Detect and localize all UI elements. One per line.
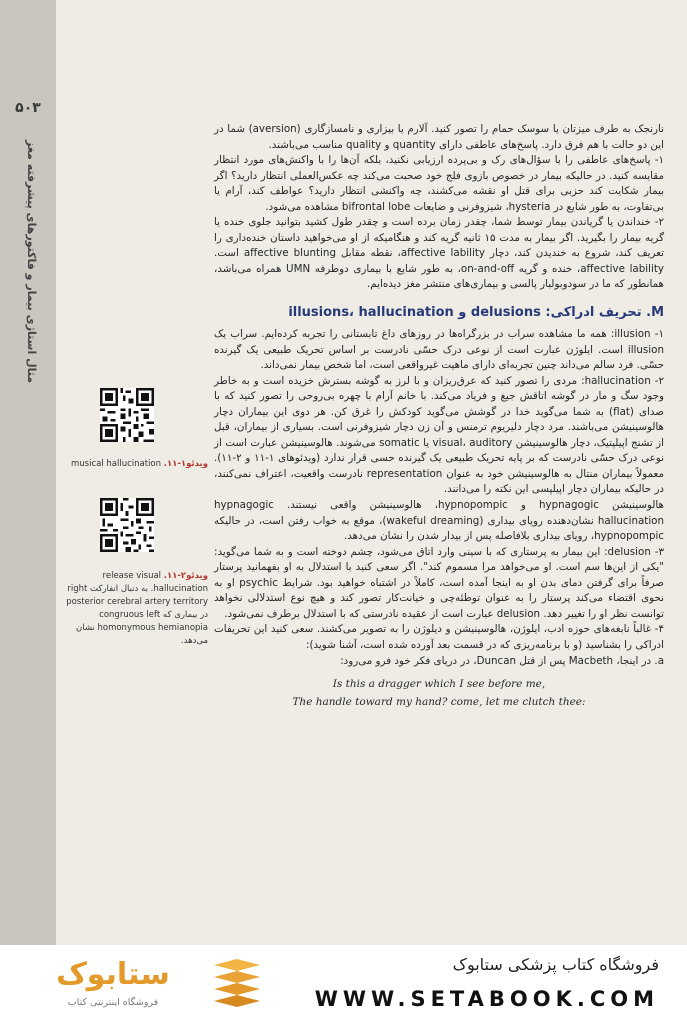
paragraph: نارنجک به طرف میزتان یا سوسک حمام را تصور کنید. آلارم یا بیزاری و نامسازگاری (aversion) شما در این دو حالت با هم فرق دارد. پاسخ‌های عاطفی دارای quantity و quality مناسب می‌باشند. [214, 123, 664, 151]
caption-label: ویدئو۲-۱۱. [163, 571, 208, 581]
logo-wordmark: ستابوک [56, 957, 170, 992]
caption-label: ویدئو۱-۱۱. [163, 459, 208, 469]
paragraph: ۱- illusion: همه ما مشاهده سراب در بزرگراه‌ها در روزهای داغ تابستانی را تجربه کرده‌ایم. سراب یک illusion است. ایلوژن عبارت است از نوعی درک حسّی نادرست بر اساس تحریک طبیعی یک گیرنده حسّی. فرد سالم می‌داند چنین تجربه‌ای دارای ماهیت غیرواقعی است، اما شخص بیمار نمی‌داند. [214, 328, 664, 372]
paragraph: a. در اینجا، Macbeth پس از قتل Duncan، در دریای فکر خود فرو می‌رود: [340, 654, 664, 667]
paragraph: هالوسینیشن hypnagogic و hypnopompic، هالوسینیشن واقعی نیستند. hypnagogic hallucination نشان‌دهنده رویای بیداری (wakeful dreaming)، موقع به خواب رفتن است، در حالیکه hypnopompic، رویای بیداری بلافاصله پس از بیدار شدن را نشان می‌دهد. [214, 499, 665, 543]
qr-caption-2 [60, 570, 208, 648]
body-text [214, 122, 664, 711]
store-logo[interactable] [28, 955, 268, 1015]
paragraph: ۳- delusion: این بیمار به پرستاری که با سینی وارد اتاق می‌شود، چشم دوخته است و به شما می‌گوید: "یکی از این‌ها سم است. او می‌خواهد مرا مسموم کند". اگر سعی کنید با استدلال به او بفهمانید پرستار صرفاً برای گرفتن دمای بدن او به اینجا آمده است، کاملاً در اشتباه خواهید بود. شرایط psychic او به نحوی اقتضاء می‌کند پرستار را به عنوان توطئه‌چی و خیانت‌کار تصور کند و هیچ نوع استدلالی نخواهد توانست نظر او را تغییر دهد. delusion عبارت است از عقیده نادرستی که با استدلال برطرف نمی‌شود. [214, 545, 664, 620]
caption-text: musical hallucination [71, 459, 164, 469]
page-number: ۵۰۳ [15, 100, 41, 116]
section-heading: M. تحریف ادراکی: delusions و illusions، hallucination [288, 305, 664, 321]
poem-line: The handle toward my hand? come, let me clutch thee: [292, 696, 586, 709]
paragraph: ۴- غالباً نابغه‌های حوزه ادب، ایلوژن، هالوسینیشن و دیلوژن را به تصویر می‌کشند. سعی کنید این تحریفات ادراکی را بشناسید (و با برنامه‌ریزی که در قسمت بعد آورده شده است، آشنا شوید): [214, 623, 664, 651]
logo-subtitle: فروشگاه اینترنتی کتاب [67, 997, 159, 1008]
qr-code-icon[interactable] [100, 498, 154, 552]
paragraph: ۲- خنداندن یا گریاندن بیمار توسط شما، چقدر زمان برده است و چقدر طول کشید بتوانید جلوی خنده یا گریه بیمار را بگیرید. اگر بیمار به مدت ۱۵ ثانیه گریه کند و هنگامیکه از او می‌خواهید داستان خنده‌داری را تعریف کند، شروع به خندیدن کند، دچار affective lability، نقطه مقابل affective blunting است. affective lability، خنده و گریه on-and-off، به طور شایع با بیماری دوطرفه UMN همراه می‌باشد، همانطور که ما در سودوبولبار پالسی و بیماری‌های منتشر مغز دیده‌ایم. [214, 216, 665, 291]
poem-line: Is this a dragger which I see before me, [332, 678, 546, 691]
store-name: فروشگاه کتاب پزشکی ستابوک [452, 955, 659, 974]
paragraph: ۱- پاسخ‌های عاطفی را با سؤال‌های رک و بی‌پرده ارزیابی نکنید، بلکه آن‌ها را با واکنش‌های مورد انتظار مقایسه کنید. در حالیکه بیمار در خصوص بازوی فلج خود صحبت می‌کند چه عکس‌العملی انتظار دارید؟ اگر بیمار شکایت کند حزبی برای قتل او نقشه می‌کشند، چه واکنشی انتظار دارید؟ عواطف کند، آرام یا بی‌تفاوت، به طور شایع در hysteria، شیزوفرنی و ضایعات bifrontal lobe مشاهده می‌شود. [214, 154, 664, 213]
running-title: مثال استاژی بیمار و فاکتورهای پیشرفته مغز [25, 140, 38, 384]
qr-caption-1 [60, 458, 208, 471]
store-footer [0, 945, 687, 1024]
book-stack-icon [208, 955, 266, 1013]
side-strip [0, 0, 56, 945]
store-url-link[interactable]: WWW.SETABOOK.COM [314, 987, 659, 1011]
paragraph: ۲- hallucination: مردی را تصور کنید که عرق‌ریزان و با لرز به گوشه بسترش خزیده است و به خاطر وجود سگ و مار در گوشه اتاقش جیغ و فریاد می‌کند. با خانم آرام با چهره بی‌روحی را تصور کنید که با صدای (flat) به شما می‌گوید خدا در گوشش می‌گوید کودکش را غرق کن. هر دوی این بیماران دچار هالوسینیشن می‌باشند. مرد دچار دلیریوم ترمنس و آن زن دچار شیزوفرنی است. بسیاری از بیماران، قبل از تشنج اپیلپتیک، دچار هالوسینیشن visual، auditory یا somatic می‌شوند. هالوسینیشن عبارت است از نوعی درک حسّی نادرست که بر پایه تحریک طبیعی یک گیرنده حسی قرار ندارد (ویدئوهای ۱-۱۱ و ۲-۱۱). معمولاً بیماران منتال به هالوسینیشن خود به عنوان representation نادرست واقعیت، اعتراف نمی‌کنند، در حالیکه بیماران دچار اپیلپسی این نکته را می‌دانند. [214, 374, 665, 496]
qr-code-icon[interactable] [100, 388, 154, 442]
caption-text: release visual hallucination. به دنبال انفارکت right posterior cerebral artery territory در بیماری که congruous left homonymous hemianopia نشان می‌دهد. [66, 571, 208, 646]
